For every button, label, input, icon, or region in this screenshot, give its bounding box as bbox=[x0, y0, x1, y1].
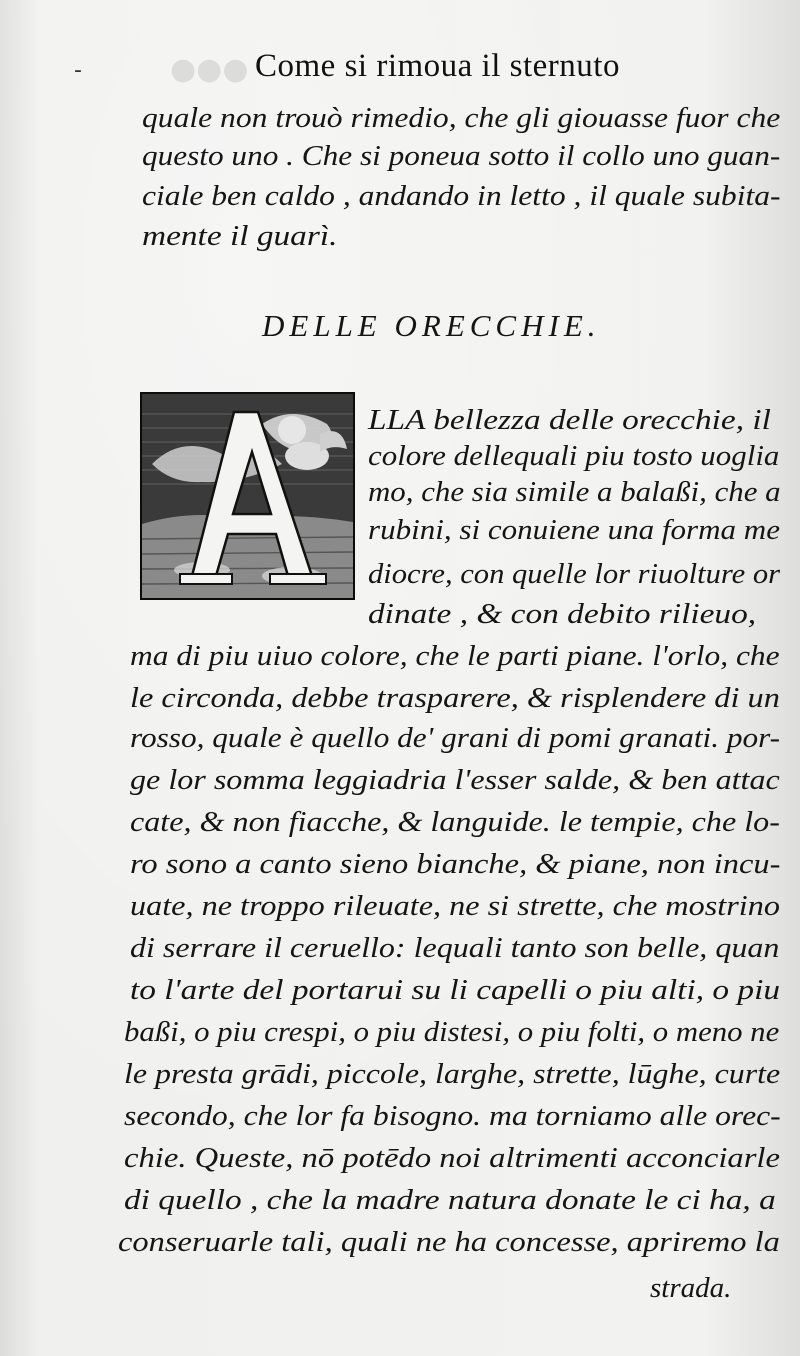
initial-letter: A bbox=[142, 394, 143, 395]
text-line: cate, & non fiacche, & languide. le tempie, che lo- bbox=[130, 806, 780, 838]
text-line: le presta grādi, piccole, larghe, strette, lūghe, curte bbox=[124, 1058, 781, 1090]
running-title: Come si rimoua il sternuto bbox=[255, 48, 620, 84]
margin-mark: - bbox=[74, 58, 82, 83]
text-line: mente il guarì. bbox=[142, 220, 338, 252]
section-title: DELLE ORECCHIE. bbox=[262, 308, 601, 343]
text-line: le circonda, debbe trasparere, & risplendere di un bbox=[130, 682, 780, 714]
text-line: di quello , che la madre natura donate le ci ha, a bbox=[124, 1184, 776, 1216]
text-line: quale non trouò rimedio, che gli giouasse fuor che bbox=[142, 102, 781, 134]
text-line: questo uno . Che si poneua sotto il collo uno guan- bbox=[142, 140, 781, 172]
text-line: ge lor somma leggiadria l'esser salde, & ben attac bbox=[130, 764, 780, 796]
text-line: di serrare il ceruello: lequali tanto son belle, quan bbox=[130, 932, 780, 964]
woodcut-initial-illustration bbox=[142, 394, 353, 598]
text-line: LLA bellezza delle orecchie, il bbox=[368, 404, 771, 436]
text-line: uate, ne troppo rileuate, ne si strette, che mostrino bbox=[130, 890, 780, 922]
text-line: dinate , & con debito rilieuo, bbox=[368, 598, 757, 630]
text-line: ro sono a canto sieno bianche, & piane, non incu- bbox=[130, 848, 781, 880]
text-line: to l'arte del portarui su li capelli o piu alti, o piu bbox=[130, 974, 781, 1006]
text-line: rubini, si conuiene una forma me bbox=[368, 514, 780, 546]
text-line: secondo, che lor fa bisogno. ma torniamo alle orec- bbox=[124, 1100, 781, 1132]
text-line: diocre, con quelle lor riuolture or bbox=[368, 558, 781, 590]
text-line: colore dellequali piu tosto uoglia bbox=[368, 440, 780, 472]
text-line: mo, che sia simile a balaßi, che a bbox=[368, 476, 781, 508]
decorated-initial bbox=[140, 392, 355, 600]
text-line: ma di piu uiuo colore, che le parti piane. l'orlo, che bbox=[130, 640, 780, 672]
text-line-final: strada. bbox=[650, 1272, 732, 1304]
text-line: chie. Queste, nō potēdo noi altrimenti acconciarle bbox=[124, 1142, 780, 1174]
text-line: ciale ben caldo , andando in letto , il quale subita- bbox=[142, 180, 781, 212]
text-line: baßi, o piu crespi, o piu distesi, o piu folti, o meno ne bbox=[124, 1016, 780, 1048]
bleed-through-page-number: ●●● bbox=[170, 52, 249, 87]
text-line: rosso, quale è quello de' grani di pomi granati. por- bbox=[130, 722, 781, 754]
text-line: conseruarle tali, quali ne ha concesse, apriremo la bbox=[118, 1226, 780, 1258]
